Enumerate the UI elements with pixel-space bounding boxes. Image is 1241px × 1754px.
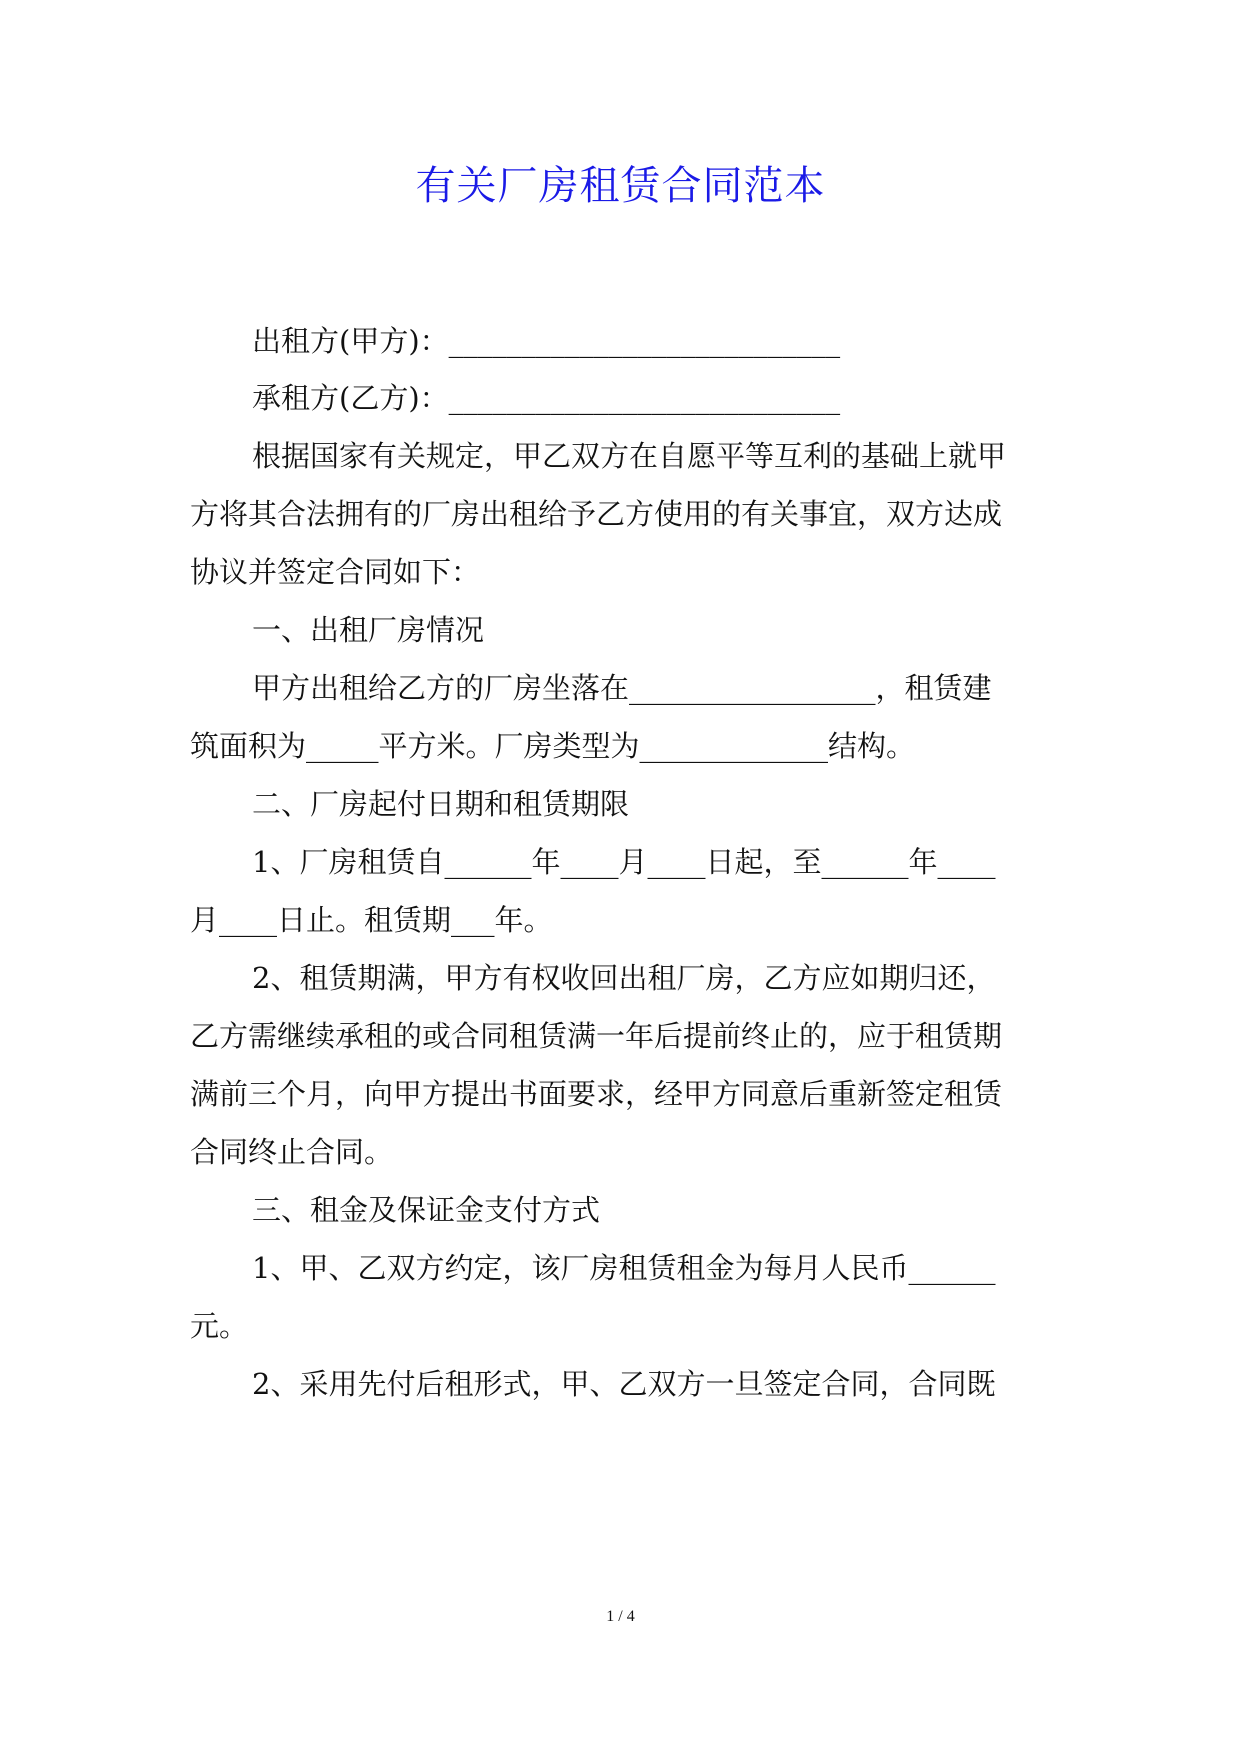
page-indicator: 1 / 4 (606, 1608, 635, 1625)
paragraph-line: 1、厂房租赁自______年____月____日起，至______年____ (252, 845, 996, 879)
paragraph-line: 2、租赁期满，甲方有权收回出租厂房，乙方应如期归还， (252, 961, 996, 995)
paragraph-line: 满前三个月，向甲方提出书面要求，经甲方同意后重新签定租赁 (190, 1077, 1003, 1111)
paragraph-line: 根据国家有关规定，甲乙双方在自愿平等互利的基础上就甲 (252, 439, 1007, 473)
section-heading: 二、厂房起付日期和租赁期限 (252, 787, 630, 821)
paragraph-line: 筑面积为_____平方米。厂房类型为_____________结构。 (190, 729, 916, 763)
party-b-line: 承租方(乙方)：___________________________ (252, 381, 841, 415)
party-a-line: 出租方(甲方)：___________________________ (252, 324, 841, 358)
paragraph-line: 协议并签定合同如下： (190, 555, 481, 589)
paragraph-line: 1、甲、乙双方约定，该厂房租赁租金为每月人民币______ (252, 1251, 996, 1285)
section-heading: 一、出租厂房情况 (252, 613, 485, 647)
paragraph-line: 2、采用先付后租形式，甲、乙双方一旦签定合同，合同既 (252, 1367, 996, 1401)
document-title: 有关厂房租赁合同范本 (415, 163, 826, 209)
paragraph-line: 乙方需继续承租的或合同租赁满一年后提前终止的，应于租赁期 (190, 1019, 1003, 1053)
paragraph-line: 元。 (190, 1309, 249, 1343)
paragraph-line: 甲方出租给乙方的厂房坐落在_________________，租赁建 (252, 671, 992, 705)
paragraph-line: 方将其合法拥有的厂房出租给予乙方使用的有关事宜，双方达成 (190, 497, 1003, 531)
paragraph-line: 合同终止合同。 (190, 1135, 394, 1169)
paragraph-line: 月____日止。租赁期___年。 (190, 903, 553, 937)
section-heading: 三、租金及保证金支付方式 (252, 1193, 601, 1227)
